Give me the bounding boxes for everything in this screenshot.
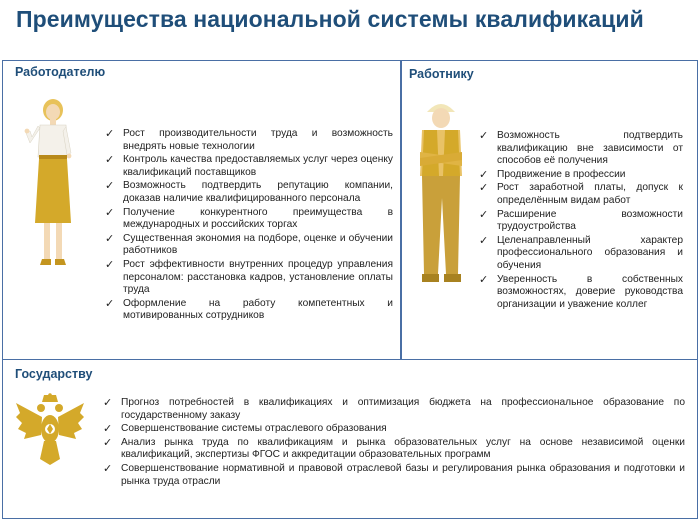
check-icon: ✓ — [105, 258, 115, 271]
page-title: Преимущества национальной системы квалификаций — [16, 6, 644, 32]
check-icon: ✓ — [105, 206, 115, 219]
check-icon: ✓ — [105, 180, 115, 193]
list-item: ✓ Возможность подтвердить репутацию компании, доказав наличие квалифицированного персонала — [105, 180, 393, 204]
list-item: ✓ Возможность подтвердить квалификацию вне зависимости от способов её получения — [479, 130, 683, 167]
worker-heading: Работнику — [409, 67, 474, 81]
list-item: ✓ Целенаправленный характер профессионального образования и обучения — [479, 234, 683, 271]
list-item: ✓ Анализ рынка труда по квалификациям и рынка образовательных услуг на основе независимой оценки квалификаций, экспертизы ФГОС и аккредитации образовательных программ — [103, 436, 685, 461]
worker-illustration — [410, 98, 472, 288]
check-icon: ✓ — [103, 397, 113, 409]
check-icon: ✓ — [105, 232, 115, 245]
list-item: ✓ Рост эффективности внутренних процедур управления персоналом: расстановка кадров, установление оплаты труда — [105, 258, 393, 296]
check-icon: ✓ — [105, 154, 115, 167]
coat-of-arms-eagle-icon — [14, 393, 86, 471]
list-item: ✓ Совершенствование системы отраслевого образования — [103, 423, 387, 436]
check-icon: ✓ — [105, 128, 115, 140]
check-icon: ✓ — [479, 234, 489, 247]
state-heading: Государству — [15, 367, 93, 381]
employer-benefits-list — [103, 128, 393, 324]
check-icon: ✓ — [103, 462, 113, 475]
list-item: ✓ Уверенность в собственных возможностях, доверие руководства организации и уважение коллег — [479, 273, 683, 310]
check-icon: ✓ — [479, 273, 489, 286]
list-item: ✓ Прогноз потребностей в квалификациях и оптимизация бюджета на профессиональное образование по государственному заказу — [103, 397, 685, 421]
list-item: ✓ Расширение возможности трудоустройства — [479, 208, 683, 233]
employer-heading: Работодателю — [15, 65, 106, 79]
check-icon: ✓ — [103, 436, 113, 449]
state-benefits-list — [101, 397, 685, 489]
list-item: ✓ Продвижение в профессии — [479, 168, 626, 181]
list-item: ✓ Оформление на работу компетентных и мотивированных сотрудников — [105, 297, 393, 322]
list-item: ✓ Получение конкурентного преимущества в международных и российских торгах — [105, 206, 393, 231]
list-item: ✓ Контроль качества предоставляемых услуг через оценку квалификаций поставщиков — [105, 154, 393, 178]
list-item: ✓ Существенная экономия на подборе, оценке и обучении работников — [105, 232, 393, 257]
check-icon: ✓ — [103, 423, 113, 436]
businesswoman-illustration — [18, 95, 88, 275]
worker-benefits-list — [477, 130, 683, 312]
check-icon: ✓ — [479, 208, 489, 221]
list-item: ✓ Рост заработной платы, допуск к определённым видам работ — [479, 182, 683, 206]
check-icon: ✓ — [105, 297, 115, 310]
check-icon: ✓ — [479, 168, 489, 181]
list-item: ✓ Рост производительности труда и возможность внедрять новые технологии — [105, 128, 393, 152]
check-icon: ✓ — [479, 130, 489, 142]
list-item: ✓ Совершенствование нормативной и правовой отраслевой базы и регулирования рынка образования и подготовки и рынка труда отрасли — [103, 462, 685, 487]
check-icon: ✓ — [479, 182, 489, 195]
